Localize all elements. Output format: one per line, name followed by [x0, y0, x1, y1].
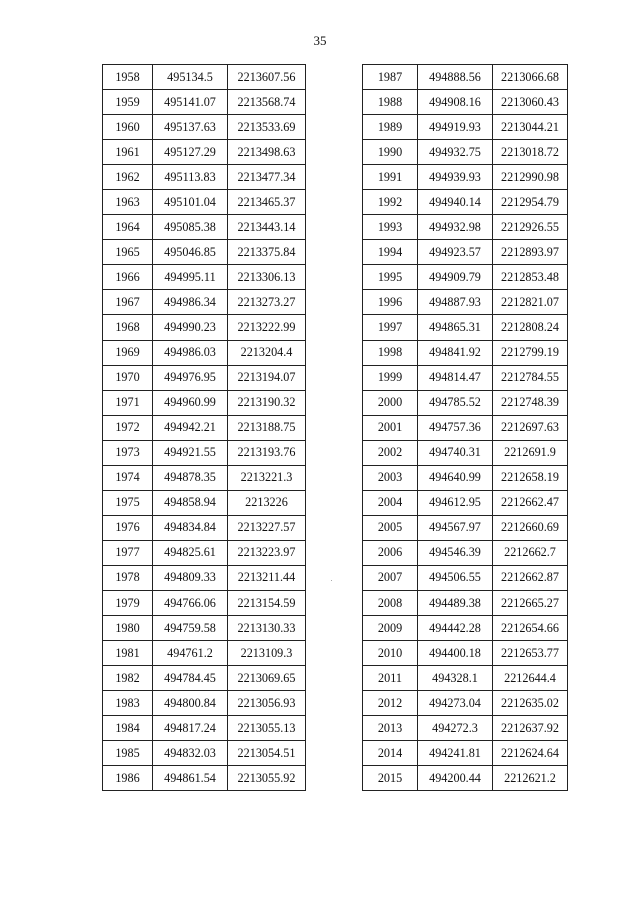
point-number-cell: 1978 [103, 565, 153, 590]
point-number-cell: 1970 [103, 365, 153, 390]
x-coordinate-cell: 494273.04 [418, 691, 493, 716]
point-number-cell: 1966 [103, 265, 153, 290]
point-number-cell: 2008 [363, 590, 418, 615]
x-coordinate-cell: 494784.45 [153, 666, 228, 691]
y-coordinate-cell: 2213306.13 [228, 265, 306, 290]
y-coordinate-cell: 2213190.32 [228, 390, 306, 415]
point-number-cell: 1989 [363, 115, 418, 140]
y-coordinate-cell: 2213607.56 [228, 65, 306, 90]
point-number-cell: 1996 [363, 290, 418, 315]
x-coordinate-cell: 494759.58 [153, 616, 228, 641]
y-coordinate-cell: 2213066.68 [493, 65, 568, 90]
y-coordinate-cell: 2212637.92 [493, 716, 568, 741]
scan-speck [331, 580, 332, 581]
coordinates-table-left [102, 64, 306, 791]
point-number-cell: 1981 [103, 641, 153, 666]
x-coordinate-cell: 494921.55 [153, 440, 228, 465]
x-coordinate-cell: 494861.54 [153, 766, 228, 791]
y-coordinate-cell: 2213109.3 [228, 641, 306, 666]
x-coordinate-cell: 495046.85 [153, 240, 228, 265]
x-coordinate-cell: 494200.44 [418, 766, 493, 791]
table-row [103, 641, 306, 666]
y-coordinate-cell: 2212653.77 [493, 641, 568, 666]
point-number-cell: 2012 [363, 691, 418, 716]
y-coordinate-cell: 2212662.47 [493, 490, 568, 515]
x-coordinate-cell: 494932.75 [418, 140, 493, 165]
x-coordinate-cell: 494878.35 [153, 465, 228, 490]
y-coordinate-cell: 2213211.44 [228, 565, 306, 590]
point-number-cell: 1967 [103, 290, 153, 315]
point-number-cell: 1958 [103, 65, 153, 90]
y-coordinate-cell: 2212853.48 [493, 265, 568, 290]
table-row [363, 415, 568, 440]
y-coordinate-cell: 2212784.55 [493, 365, 568, 390]
y-coordinate-cell: 2213018.72 [493, 140, 568, 165]
y-coordinate-cell: 2213069.65 [228, 666, 306, 691]
y-coordinate-cell: 2213060.43 [493, 90, 568, 115]
table-row [103, 90, 306, 115]
y-coordinate-cell: 2213204.4 [228, 340, 306, 365]
table-row [103, 340, 306, 365]
x-coordinate-cell: 494809.33 [153, 565, 228, 590]
table-row [363, 265, 568, 290]
x-coordinate-cell: 495141.07 [153, 90, 228, 115]
point-number-cell: 1982 [103, 666, 153, 691]
table-row [103, 415, 306, 440]
x-coordinate-cell: 494919.93 [418, 115, 493, 140]
x-coordinate-cell: 494241.81 [418, 741, 493, 766]
x-coordinate-cell: 494612.95 [418, 490, 493, 515]
y-coordinate-cell: 2212990.98 [493, 165, 568, 190]
point-number-cell: 1991 [363, 165, 418, 190]
table-row [103, 265, 306, 290]
y-coordinate-cell: 2212662.7 [493, 540, 568, 565]
x-coordinate-cell: 494328.1 [418, 666, 493, 691]
table-row [363, 240, 568, 265]
y-coordinate-cell: 2213375.84 [228, 240, 306, 265]
point-number-cell: 1971 [103, 390, 153, 415]
x-coordinate-cell: 494976.95 [153, 365, 228, 390]
page-number: 35 [313, 33, 327, 48]
table-row [363, 190, 568, 215]
table-row [103, 741, 306, 766]
point-number-cell: 1965 [103, 240, 153, 265]
point-number-cell: 1973 [103, 440, 153, 465]
table-row [103, 240, 306, 265]
point-number-cell: 2014 [363, 741, 418, 766]
x-coordinate-cell: 495101.04 [153, 190, 228, 215]
y-coordinate-cell: 2213221.3 [228, 465, 306, 490]
y-coordinate-cell: 2213222.99 [228, 315, 306, 340]
x-coordinate-cell: 494887.93 [418, 290, 493, 315]
y-coordinate-cell: 2213130.33 [228, 616, 306, 641]
point-number-cell: 2001 [363, 415, 418, 440]
x-coordinate-cell: 494942.21 [153, 415, 228, 440]
x-coordinate-cell: 494990.23 [153, 315, 228, 340]
point-number-cell: 1979 [103, 590, 153, 615]
table-row [363, 340, 568, 365]
table-row [363, 390, 568, 415]
x-coordinate-cell: 494489.38 [418, 590, 493, 615]
y-coordinate-cell: 2213194.07 [228, 365, 306, 390]
point-number-cell: 1976 [103, 515, 153, 540]
x-coordinate-cell: 494640.99 [418, 465, 493, 490]
table-row [363, 641, 568, 666]
x-coordinate-cell: 494932.98 [418, 215, 493, 240]
table-row [363, 140, 568, 165]
y-coordinate-cell: 2213044.21 [493, 115, 568, 140]
point-number-cell: 2002 [363, 440, 418, 465]
table-row [103, 140, 306, 165]
y-coordinate-cell: 2212821.07 [493, 290, 568, 315]
table-row [103, 390, 306, 415]
table-row [103, 440, 306, 465]
table-row [103, 290, 306, 315]
table-row [103, 590, 306, 615]
point-number-cell: 1993 [363, 215, 418, 240]
y-coordinate-cell: 2212644.4 [493, 666, 568, 691]
table-row [103, 65, 306, 90]
x-coordinate-cell: 494757.36 [418, 415, 493, 440]
point-number-cell: 1985 [103, 741, 153, 766]
point-number-cell: 1961 [103, 140, 153, 165]
y-coordinate-cell: 2212658.19 [493, 465, 568, 490]
table-row [363, 290, 568, 315]
table-row [103, 691, 306, 716]
x-coordinate-cell: 494800.84 [153, 691, 228, 716]
point-number-cell: 2007 [363, 565, 418, 590]
point-number-cell: 1986 [103, 766, 153, 791]
x-coordinate-cell: 495085.38 [153, 215, 228, 240]
x-coordinate-cell: 494506.55 [418, 565, 493, 590]
table-row [103, 716, 306, 741]
table-row [363, 440, 568, 465]
point-number-cell: 1997 [363, 315, 418, 340]
table-row [103, 215, 306, 240]
point-number-cell: 2005 [363, 515, 418, 540]
x-coordinate-cell: 495113.83 [153, 165, 228, 190]
y-coordinate-cell: 2213055.92 [228, 766, 306, 791]
point-number-cell: 2006 [363, 540, 418, 565]
y-coordinate-cell: 2212635.02 [493, 691, 568, 716]
x-coordinate-cell: 494865.31 [418, 315, 493, 340]
table-row [103, 540, 306, 565]
table-row [363, 666, 568, 691]
point-number-cell: 1963 [103, 190, 153, 215]
point-number-cell: 1968 [103, 315, 153, 340]
y-coordinate-cell: 2213498.63 [228, 140, 306, 165]
point-number-cell: 1962 [103, 165, 153, 190]
x-coordinate-cell: 494766.06 [153, 590, 228, 615]
table-row [103, 490, 306, 515]
x-coordinate-cell: 494841.92 [418, 340, 493, 365]
y-coordinate-cell: 2212662.87 [493, 565, 568, 590]
point-number-cell: 1994 [363, 240, 418, 265]
table-row [363, 716, 568, 741]
y-coordinate-cell: 2213477.34 [228, 165, 306, 190]
table-row [103, 515, 306, 540]
table-row [103, 190, 306, 215]
x-coordinate-cell: 494832.03 [153, 741, 228, 766]
x-coordinate-cell: 494567.97 [418, 515, 493, 540]
y-coordinate-cell: 2212926.55 [493, 215, 568, 240]
point-number-cell: 1984 [103, 716, 153, 741]
x-coordinate-cell: 494986.03 [153, 340, 228, 365]
point-number-cell: 1983 [103, 691, 153, 716]
x-coordinate-cell: 494817.24 [153, 716, 228, 741]
x-coordinate-cell: 494923.57 [418, 240, 493, 265]
point-number-cell: 1988 [363, 90, 418, 115]
point-number-cell: 2009 [363, 616, 418, 641]
x-coordinate-cell: 495134.5 [153, 65, 228, 90]
point-number-cell: 1980 [103, 616, 153, 641]
point-number-cell: 1999 [363, 365, 418, 390]
y-coordinate-cell: 2213227.57 [228, 515, 306, 540]
point-number-cell: 2011 [363, 666, 418, 691]
table-row [103, 115, 306, 140]
y-coordinate-cell: 2212748.39 [493, 390, 568, 415]
x-coordinate-cell: 494814.47 [418, 365, 493, 390]
point-number-cell: 1995 [363, 265, 418, 290]
x-coordinate-cell: 494761.2 [153, 641, 228, 666]
x-coordinate-cell: 494740.31 [418, 440, 493, 465]
table-row [103, 465, 306, 490]
y-coordinate-cell: 2212691.9 [493, 440, 568, 465]
x-coordinate-cell: 494908.16 [418, 90, 493, 115]
table-row [363, 115, 568, 140]
point-number-cell: 1960 [103, 115, 153, 140]
table-row [363, 590, 568, 615]
point-number-cell: 1959 [103, 90, 153, 115]
y-coordinate-cell: 2213226 [228, 490, 306, 515]
x-coordinate-cell: 494986.34 [153, 290, 228, 315]
table-row [363, 315, 568, 340]
table-row [363, 691, 568, 716]
point-number-cell: 1974 [103, 465, 153, 490]
table-row [103, 666, 306, 691]
point-number-cell: 1998 [363, 340, 418, 365]
table-row [363, 741, 568, 766]
x-coordinate-cell: 495137.63 [153, 115, 228, 140]
x-coordinate-cell: 494785.52 [418, 390, 493, 415]
point-number-cell: 1964 [103, 215, 153, 240]
point-number-cell: 2015 [363, 766, 418, 791]
y-coordinate-cell: 2213533.69 [228, 115, 306, 140]
point-number-cell: 2010 [363, 641, 418, 666]
table-row [103, 315, 306, 340]
table-row [103, 766, 306, 791]
y-coordinate-cell: 2213223.97 [228, 540, 306, 565]
x-coordinate-cell: 494909.79 [418, 265, 493, 290]
table-row [363, 515, 568, 540]
y-coordinate-cell: 2213465.37 [228, 190, 306, 215]
y-coordinate-cell: 2213056.93 [228, 691, 306, 716]
point-number-cell: 1990 [363, 140, 418, 165]
x-coordinate-cell: 494858.94 [153, 490, 228, 515]
x-coordinate-cell: 494825.61 [153, 540, 228, 565]
x-coordinate-cell: 494834.84 [153, 515, 228, 540]
y-coordinate-cell: 2213568.74 [228, 90, 306, 115]
table-row [363, 565, 568, 590]
y-coordinate-cell: 2213443.14 [228, 215, 306, 240]
y-coordinate-cell: 2212893.97 [493, 240, 568, 265]
x-coordinate-cell: 494442.28 [418, 616, 493, 641]
point-number-cell: 1972 [103, 415, 153, 440]
table-row [363, 465, 568, 490]
table-row [363, 65, 568, 90]
point-number-cell: 1987 [363, 65, 418, 90]
x-coordinate-cell: 494272.3 [418, 716, 493, 741]
point-number-cell: 2013 [363, 716, 418, 741]
y-coordinate-cell: 2212954.79 [493, 190, 568, 215]
y-coordinate-cell: 2212660.69 [493, 515, 568, 540]
x-coordinate-cell: 494995.11 [153, 265, 228, 290]
table-row [103, 616, 306, 641]
coordinates-table-right [362, 64, 568, 791]
y-coordinate-cell: 2212697.63 [493, 415, 568, 440]
x-coordinate-cell: 494400.18 [418, 641, 493, 666]
y-coordinate-cell: 2212808.24 [493, 315, 568, 340]
point-number-cell: 2004 [363, 490, 418, 515]
table-row [363, 90, 568, 115]
x-coordinate-cell: 495127.29 [153, 140, 228, 165]
x-coordinate-cell: 494888.56 [418, 65, 493, 90]
y-coordinate-cell: 2213188.75 [228, 415, 306, 440]
table-row [103, 165, 306, 190]
y-coordinate-cell: 2212621.2 [493, 766, 568, 791]
table-row [363, 215, 568, 240]
point-number-cell: 1969 [103, 340, 153, 365]
point-number-cell: 1975 [103, 490, 153, 515]
table-row [363, 540, 568, 565]
y-coordinate-cell: 2212799.19 [493, 340, 568, 365]
table-row [363, 766, 568, 791]
y-coordinate-cell: 2212624.64 [493, 741, 568, 766]
point-number-cell: 2000 [363, 390, 418, 415]
y-coordinate-cell: 2213054.51 [228, 741, 306, 766]
y-coordinate-cell: 2212665.27 [493, 590, 568, 615]
table-row [103, 565, 306, 590]
y-coordinate-cell: 2213273.27 [228, 290, 306, 315]
point-number-cell: 1977 [103, 540, 153, 565]
y-coordinate-cell: 2213154.59 [228, 590, 306, 615]
x-coordinate-cell: 494546.39 [418, 540, 493, 565]
table-row [363, 616, 568, 641]
table-row [363, 365, 568, 390]
x-coordinate-cell: 494940.14 [418, 190, 493, 215]
table-row [103, 365, 306, 390]
y-coordinate-cell: 2213193.76 [228, 440, 306, 465]
y-coordinate-cell: 2213055.13 [228, 716, 306, 741]
x-coordinate-cell: 494960.99 [153, 390, 228, 415]
point-number-cell: 2003 [363, 465, 418, 490]
table-row [363, 490, 568, 515]
point-number-cell: 1992 [363, 190, 418, 215]
y-coordinate-cell: 2212654.66 [493, 616, 568, 641]
table-row [363, 165, 568, 190]
x-coordinate-cell: 494939.93 [418, 165, 493, 190]
